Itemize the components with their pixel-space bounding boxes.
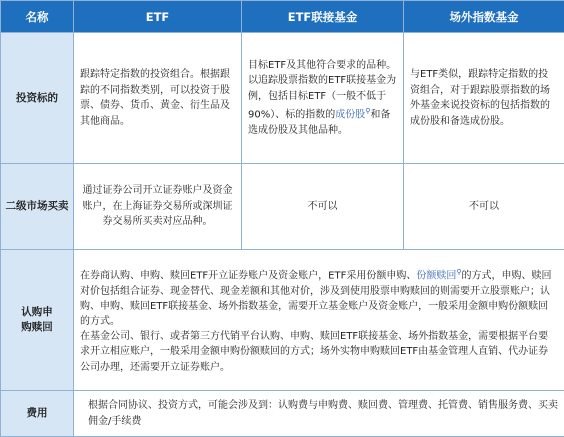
row-secondary-market <box>1 164 564 250</box>
row-fees <box>1 391 564 437</box>
constituent-stocks-link[interactable]: 成份股 <box>335 109 365 120</box>
share-redemption-link[interactable]: 份额赎回 <box>416 270 456 281</box>
row-subscription <box>1 250 564 391</box>
cell-fees: 根据合同协议、投资方式，可能会涉及到：认购费与申购费、赎回费、管理费、托管费、销售服务费、买卖佣金/手续费 <box>74 391 564 437</box>
cell-etf-secondary-market: 通过证券公司开立证券账户及资金账户，在上海证券交易所或深圳证券交易所买卖对应品种。 <box>74 164 242 250</box>
row-investment-target <box>1 33 564 164</box>
cell-offsite-investment-target: 与ETF类似，跟踪特定指数的投资组合，对于跟踪股票指数的场外基金来说投资标的包括指数的成份股和备选成份股。 <box>404 33 564 164</box>
subscription-text-pre: 在券商认购、申购、赎回ETF开立证券账户及资金账户，ETF采用份额申购、 <box>80 270 416 281</box>
header-etf: ETF <box>74 1 242 33</box>
row-label-secondary-market: 二级市场买卖 <box>1 164 74 250</box>
row-label-fees: 费用 <box>1 391 74 437</box>
header-offsite-index: 场外指数基金 <box>404 1 564 33</box>
header-row <box>1 1 564 33</box>
search-icon[interactable]: ⚲ <box>456 268 461 276</box>
row-label-subscription: 认购申购赎回 <box>1 250 74 391</box>
subscription-text-2: 在基金公司、银行、或者第三方代销平台认购、申购、赎回ETF联接基金、场外指数基金，需要根据平台要求开立相应账户，一般采用金额申购份额赎回的方式；场外实物申购赎回ETF由基金管理人直销、代办证券公司办理，还需要开立证券账户。 <box>80 331 548 372</box>
cell-linked-investment-target <box>242 33 404 164</box>
cell-etf-investment-target: 跟踪特定指数的投资组合。根据跟踪的不同指数类别，可以投资于股票、债券、货币、黄金、衍生品及其他商品。 <box>74 33 242 164</box>
linked-target-text-post: 和备选成份股及其他品种。 <box>248 109 390 136</box>
linked-target-text-pre: 目标ETF及其他符合要求的品种。以追踪股票指数的ETF联接基金为例，包括目标ETF（一般不低于90%）、标的指数的 <box>248 60 396 121</box>
cell-subscription <box>74 250 564 391</box>
header-etf-linked: ETF联接基金 <box>242 1 404 33</box>
row-label-investment-target: 投资标的 <box>1 33 74 164</box>
header-name: 名称 <box>1 1 74 33</box>
cell-offsite-secondary-market: 不可以 <box>404 164 564 250</box>
subscription-text-post: 的方式，申购、赎回对价包括组合证券、现金替代、现金差额和其他对价，涉及到使用股票申购赎回的则需要开立股票账户；认购、申购、赎回ETF联接基金、场外指数基金，需要开立基金账户及资金账户，一般采用金额申购份额赎回的方式。 <box>80 270 552 327</box>
search-icon[interactable]: ⚲ <box>365 107 370 115</box>
cell-linked-secondary-market: 不可以 <box>242 164 404 250</box>
